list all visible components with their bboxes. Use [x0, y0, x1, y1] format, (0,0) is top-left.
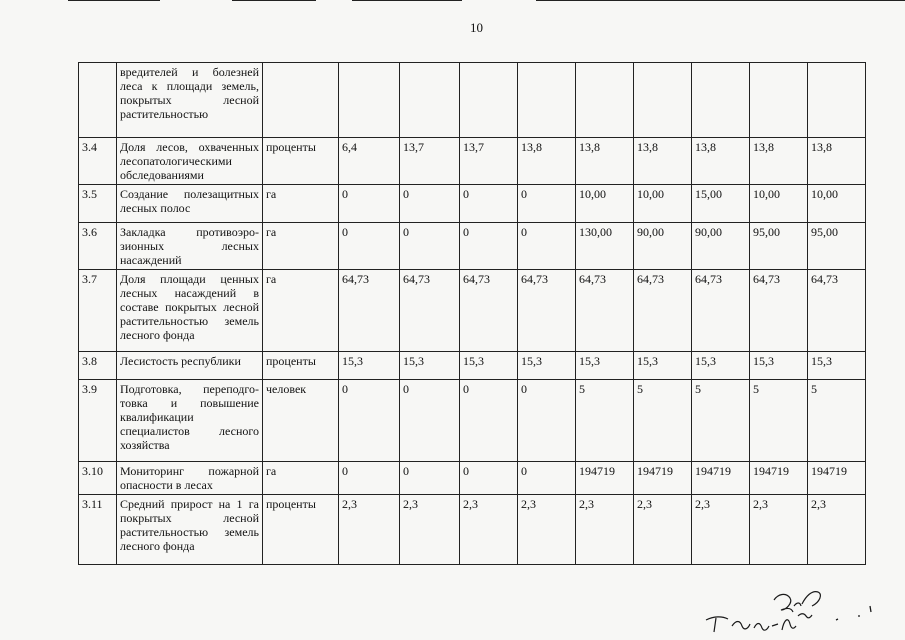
value-cell: 13,8 [634, 138, 692, 185]
unit-of-measure: га [263, 223, 339, 270]
value-cell: 13,8 [576, 138, 634, 185]
value-cell [750, 63, 808, 138]
value-cell: 15,3 [750, 352, 808, 380]
indicator-name: Доля площади ценных лесных насаждений в составе покрытых лесной растительностью земель лесного фонда [117, 270, 263, 352]
unit-of-measure: га [263, 185, 339, 223]
value-cell: 0 [339, 380, 400, 462]
page-number: 10 [470, 20, 483, 35]
value-cell: 15,3 [634, 352, 692, 380]
table-row [79, 138, 866, 185]
value-cell: 10,00 [576, 185, 634, 223]
value-cell: 2,3 [460, 495, 518, 565]
value-cell: 0 [400, 462, 460, 495]
indicator-name: Доля лесов, охваченных лесопатологическими обследованиями [117, 138, 263, 185]
value-cell: 90,00 [692, 223, 750, 270]
value-cell: 64,73 [460, 270, 518, 352]
indicator-name: Подготовка, переподго-товка и повышение квалификации специалистов лесного хозяйства [117, 380, 263, 462]
value-cell: 0 [460, 223, 518, 270]
value-cell: 0 [518, 185, 576, 223]
value-cell: 15,3 [460, 352, 518, 380]
row-number [79, 63, 117, 138]
top-rule [232, 0, 316, 1]
value-cell: 64,73 [692, 270, 750, 352]
value-cell: 64,73 [339, 270, 400, 352]
value-cell: 64,73 [576, 270, 634, 352]
value-cell: 194719 [576, 462, 634, 495]
indicator-name: вредителей и болезней леса к площади земель, покрытых лесной растительностью [117, 63, 263, 138]
value-cell: 0 [518, 223, 576, 270]
row-number: 3.7 [79, 270, 117, 352]
unit-of-measure: проценты [263, 352, 339, 380]
value-cell: 15,3 [339, 352, 400, 380]
value-cell: 0 [339, 185, 400, 223]
value-cell [692, 63, 750, 138]
unit-of-measure: га [263, 462, 339, 495]
unit-of-measure: человек [263, 380, 339, 462]
value-cell: 2,3 [518, 495, 576, 565]
value-cell: 15,3 [692, 352, 750, 380]
value-cell: 64,73 [634, 270, 692, 352]
indicator-name: Лесистость республики [117, 352, 263, 380]
value-cell: 0 [400, 185, 460, 223]
value-cell: 13,8 [808, 138, 866, 185]
value-cell: 5 [634, 380, 692, 462]
value-cell: 10,00 [750, 185, 808, 223]
table-row [79, 63, 866, 138]
value-cell: 6,4 [339, 138, 400, 185]
value-cell: 2,3 [692, 495, 750, 565]
top-rule [68, 0, 160, 1]
indicator-name: Средний прирост на 1 га покрытых лесной растительностью земель лесного фонда [117, 495, 263, 565]
value-cell [576, 63, 634, 138]
value-cell: 10,00 [634, 185, 692, 223]
row-number: 3.10 [79, 462, 117, 495]
value-cell: 64,73 [400, 270, 460, 352]
table-row [79, 270, 866, 352]
value-cell [339, 63, 400, 138]
value-cell: 194719 [750, 462, 808, 495]
value-cell: 5 [576, 380, 634, 462]
value-cell [518, 63, 576, 138]
value-cell: 13,7 [400, 138, 460, 185]
value-cell: 194719 [634, 462, 692, 495]
indicator-name: Мониторинг пожарной опасности в лесах [117, 462, 263, 495]
value-cell [460, 63, 518, 138]
value-cell: 2,3 [634, 495, 692, 565]
value-cell: 64,73 [808, 270, 866, 352]
value-cell: 0 [460, 462, 518, 495]
value-cell: 64,73 [750, 270, 808, 352]
row-number: 3.6 [79, 223, 117, 270]
value-cell: 194719 [692, 462, 750, 495]
value-cell: 95,00 [750, 223, 808, 270]
value-cell: 0 [339, 462, 400, 495]
value-cell: 13,7 [460, 138, 518, 185]
value-cell: 2,3 [339, 495, 400, 565]
value-cell: 0 [400, 223, 460, 270]
handwritten-signature [702, 586, 882, 636]
unit-of-measure: проценты [263, 138, 339, 185]
row-number: 3.9 [79, 380, 117, 462]
value-cell: 95,00 [808, 223, 866, 270]
value-cell: 5 [750, 380, 808, 462]
table-row [79, 185, 866, 223]
value-cell: 0 [518, 462, 576, 495]
top-rule [536, 0, 905, 1]
indicators-table [78, 62, 866, 565]
value-cell: 90,00 [634, 223, 692, 270]
unit-of-measure: проценты [263, 495, 339, 565]
value-cell: 0 [400, 380, 460, 462]
value-cell: 15,00 [692, 185, 750, 223]
table-row [79, 223, 866, 270]
value-cell: 15,3 [400, 352, 460, 380]
value-cell: 5 [692, 380, 750, 462]
value-cell: 2,3 [750, 495, 808, 565]
value-cell: 15,3 [518, 352, 576, 380]
unit-of-measure: га [263, 270, 339, 352]
value-cell: 15,3 [576, 352, 634, 380]
table-body [79, 63, 866, 565]
value-cell: 64,73 [518, 270, 576, 352]
value-cell [634, 63, 692, 138]
value-cell: 15,3 [808, 352, 866, 380]
table-row [79, 495, 866, 565]
table-row [79, 462, 866, 495]
value-cell: 2,3 [576, 495, 634, 565]
indicator-name: Закладка противоэро-зионных лесных насаждений [117, 223, 263, 270]
row-number: 3.11 [79, 495, 117, 565]
value-cell: 13,8 [692, 138, 750, 185]
value-cell [808, 63, 866, 138]
table-row [79, 380, 866, 462]
value-cell: 194719 [808, 462, 866, 495]
value-cell: 130,00 [576, 223, 634, 270]
row-number: 3.4 [79, 138, 117, 185]
value-cell: 2,3 [400, 495, 460, 565]
value-cell: 0 [460, 380, 518, 462]
top-rule [352, 0, 462, 1]
value-cell: 0 [460, 185, 518, 223]
value-cell: 2,3 [808, 495, 866, 565]
value-cell: 0 [339, 223, 400, 270]
value-cell: 0 [518, 380, 576, 462]
value-cell [400, 63, 460, 138]
unit-of-measure [263, 63, 339, 138]
value-cell: 13,8 [518, 138, 576, 185]
value-cell: 5 [808, 380, 866, 462]
table-row [79, 352, 866, 380]
indicator-name: Создание полезащитных лесных полос [117, 185, 263, 223]
value-cell: 13,8 [750, 138, 808, 185]
row-number: 3.5 [79, 185, 117, 223]
value-cell: 10,00 [808, 185, 866, 223]
row-number: 3.8 [79, 352, 117, 380]
